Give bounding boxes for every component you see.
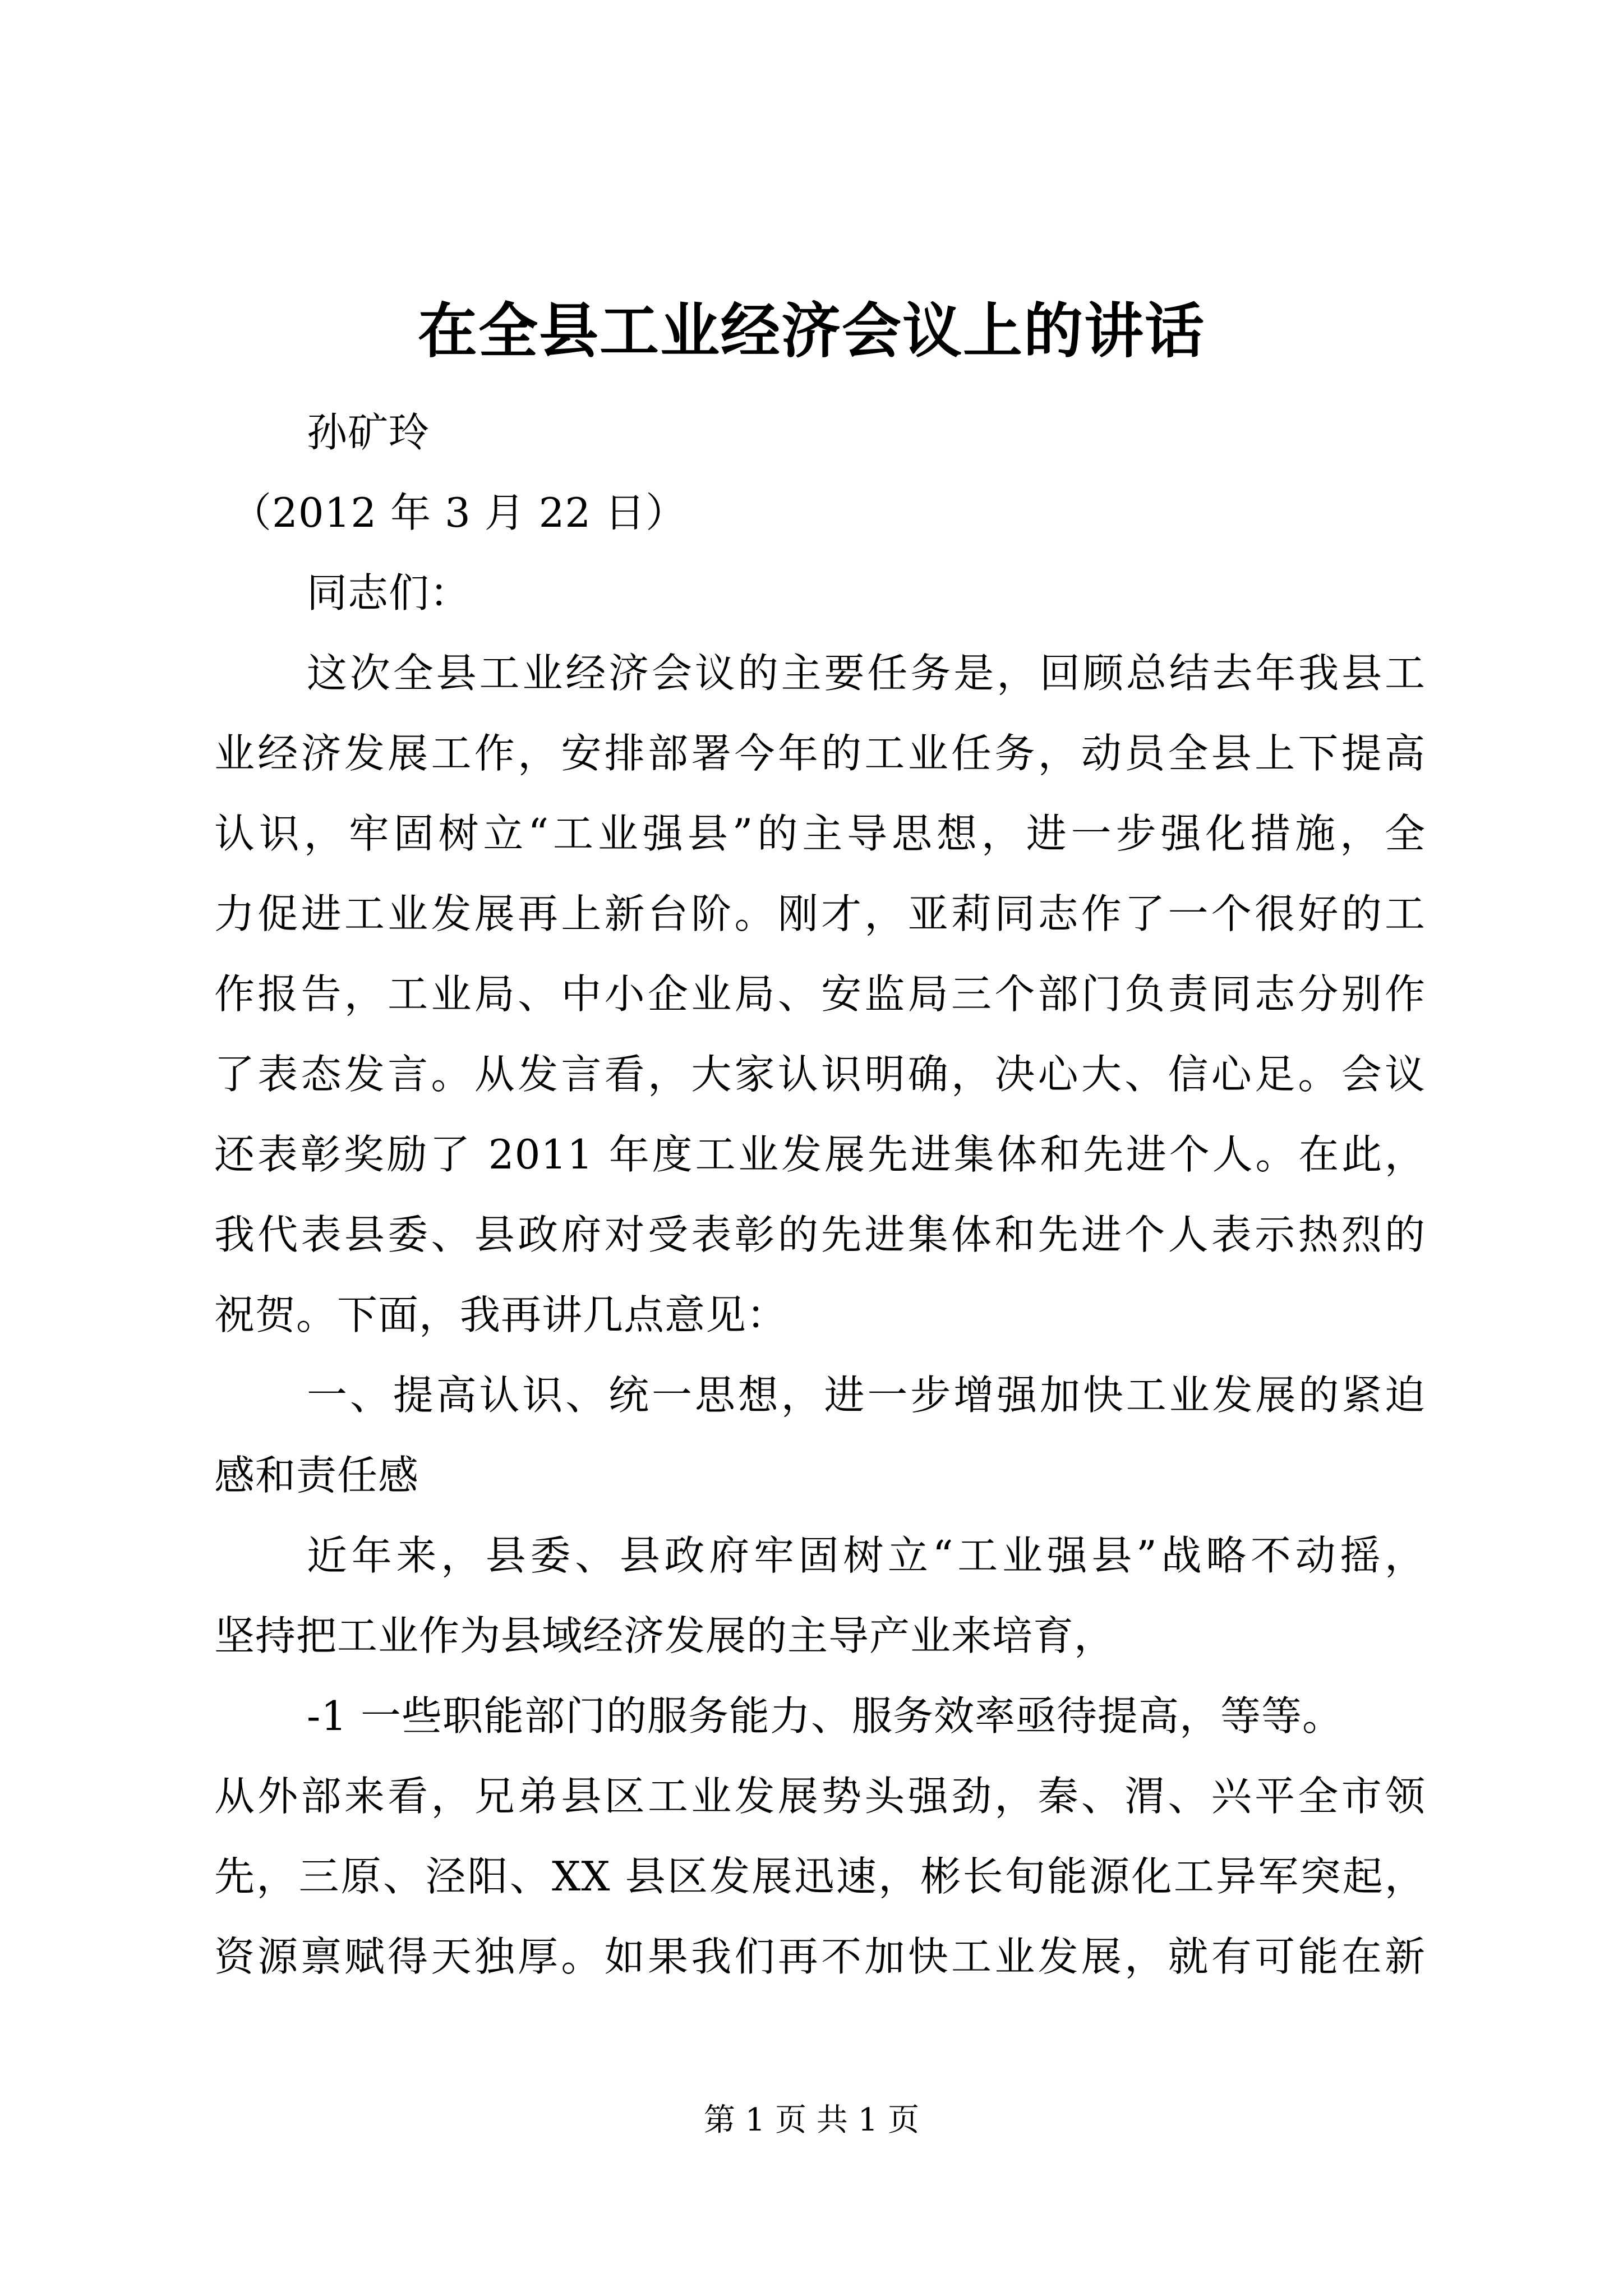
paragraph-line: 近年来，县委、县政府牢固树立“工业强县”战略不动摇， [307, 1532, 1426, 1579]
paragraph-line: 我代表县委、县政府对受表彰的先进集体和先进个人表示热烈的 [214, 1211, 1426, 1258]
paragraph-line: 资源禀赋得天独厚。如果我们再不加快工业发展，就有可能在新 [214, 1933, 1426, 1980]
paragraph-line: 作报告，工业局、中小企业局、安监局三个部门负责同志分别作 [214, 970, 1426, 1018]
paragraph-line: 认识，牢固树立“工业强县”的主导思想，进一步强化措施，全 [214, 810, 1426, 857]
section-heading-line: 感和责任感 [214, 1452, 419, 1499]
salutation-line: 同志们： [307, 569, 471, 616]
paragraph-line: 了表态发言。从发言看，大家认识明确，决心大、信心足。会议 [214, 1051, 1426, 1098]
section-heading-line: 一、提高认识、统一思想，进一步增强加快工业发展的紧迫 [307, 1372, 1426, 1419]
author-line: 孙矿玲 [307, 409, 430, 456]
document-title: 在全县工业经济会议上的讲话 [418, 296, 1205, 366]
paragraph-line: 这次全县工业经济会议的主要任务是，回顾总结去年我县工 [307, 650, 1426, 697]
paragraph-line: -1 一些职能部门的服务能力、服务效率亟待提高，等等。 [307, 1692, 1344, 1740]
paragraph-line: 坚持把工业作为县域经济发展的主导产业来培育， [214, 1612, 1115, 1659]
paragraph-line: 业经济发展工作，安排部署今年的工业任务，动员全县上下提高 [214, 730, 1426, 777]
document-body [214, 393, 1426, 1997]
date-line: （2012 年 3 月 22 日） [231, 489, 687, 536]
page-footer: 第 1 页 共 1 页 [703, 2102, 920, 2138]
paragraph-line: 还表彰奖励了 2011 年度工业发展先进集体和先进个人。在此， [214, 1131, 1426, 1178]
paragraph-line: 从外部来看，兄弟县区工业发展势头强劲，秦、渭、兴平全市领 [214, 1773, 1426, 1820]
paragraph-line: 祝贺。下面，我再讲几点意见： [214, 1291, 788, 1338]
paragraph-line: 先，三原、泾阳、XX 县区发展迅速，彬长旬能源化工异军突起， [214, 1853, 1426, 1900]
paragraph-line: 力促进工业发展再上新台阶。刚才，亚莉同志作了一个很好的工 [214, 890, 1426, 937]
